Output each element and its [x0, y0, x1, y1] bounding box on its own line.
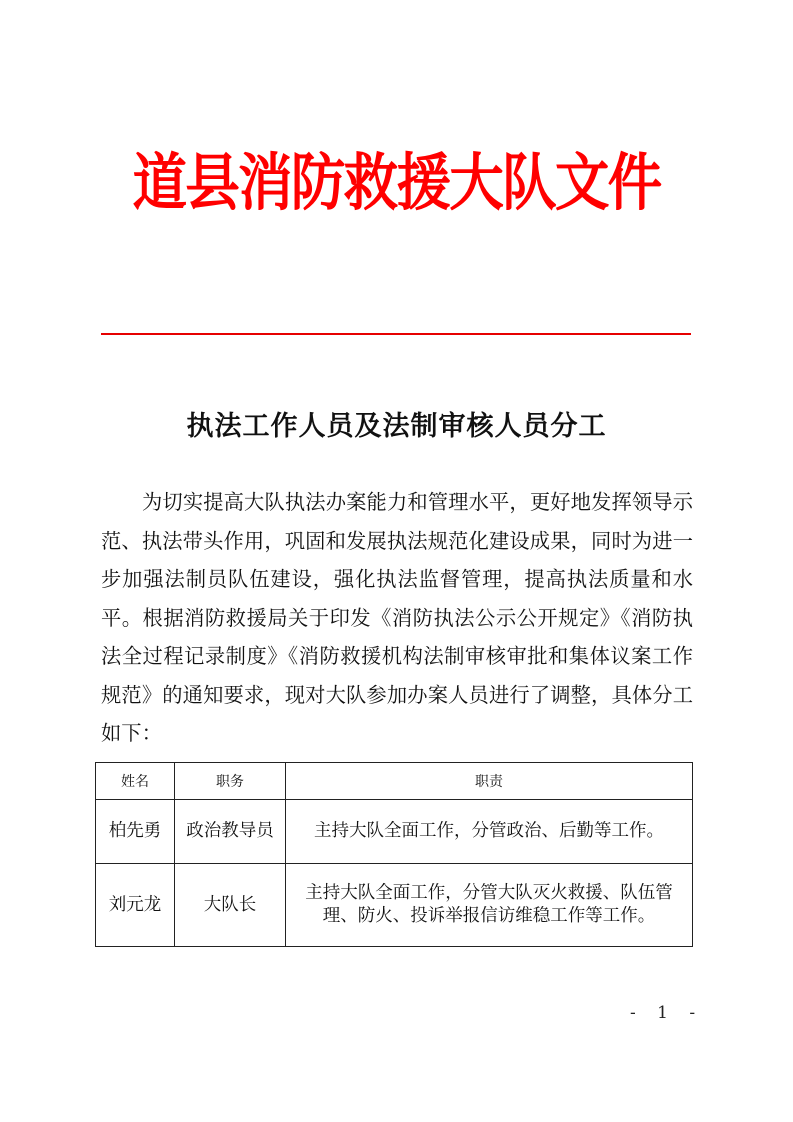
cell-name: 刘元龙: [96, 864, 175, 947]
header-duty: 职责: [286, 763, 693, 800]
cell-name: 柏先勇: [96, 800, 175, 864]
table-header-row: [96, 763, 693, 800]
table-row: [96, 864, 693, 947]
table-row: [96, 800, 693, 864]
duty-assignment-table: [95, 762, 693, 947]
cell-position: 政治教导员: [175, 800, 286, 864]
header-name: 姓名: [96, 763, 175, 800]
header-position: 职务: [175, 763, 286, 800]
page-number: - 1 -: [630, 1003, 704, 1023]
document-header-title: 道县消防救援大队文件: [132, 146, 661, 219]
cell-duty: 主持大队全面工作，分管政治、后勤等工作。: [286, 800, 693, 864]
body-paragraph: 为切实提高大队执法办案能力和管理水平，更好地发挥领导示范、执法带头作用，巩固和发展执法规范化建设成果，同时为进一步加强法制员队伍建设，强化执法监督管理，提高执法质量和水平。根据消防救援局关于印发《消防执法公示公开规定》《消防执法全过程记录制度》《消防救援机构法制审核审批和集体议案工作规范》的通知要求，现对大队参加办案人员进行了调整，具体分工如下：: [101, 490, 693, 745]
red-divider-line: [101, 333, 691, 335]
cell-duty: 主持大队全面工作，分管大队灭火救援、队伍管理、防火、投诉举报信访维稳工作等工作。: [286, 864, 693, 947]
document-title: 执法工作人员及法制审核人员分工: [186, 411, 607, 442]
cell-position: 大队长: [175, 864, 286, 947]
